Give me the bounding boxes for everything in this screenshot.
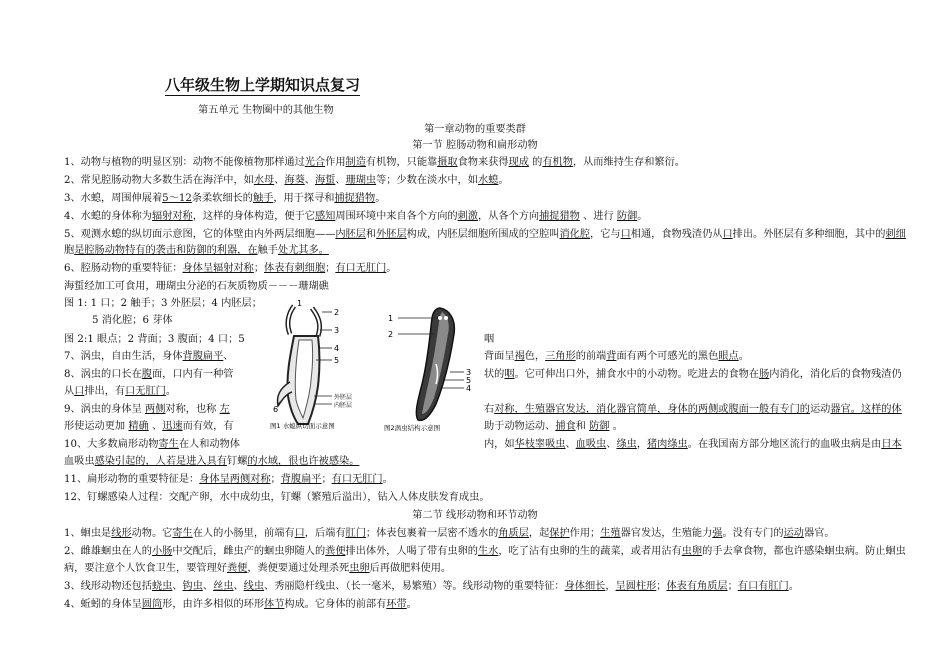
answer-blank: 现成 [508, 157, 529, 168]
line-text: 对称，也称 [165, 404, 220, 415]
answer-blank: 光合 [304, 157, 326, 168]
line-text: 、 [565, 439, 576, 450]
line-text: 运动 [810, 404, 831, 415]
line-text: 排出体外，人喝了带有虫卵的 [345, 546, 478, 557]
answer-blank: 口无肛门 [125, 386, 166, 397]
line-text: 11、扁形动物的重要特征是： [64, 474, 200, 485]
line-text: 。 [406, 599, 417, 610]
line-text: 等；少数在淡水中，如 [376, 175, 478, 186]
answer-blank: 丝虫 [213, 581, 234, 592]
line-text: 12、钉螺感染人过程：交配产卵，水中成幼虫，钉螺（繁殖后溢出），钻入人体皮肤发育成虫。 [64, 492, 490, 503]
line-text: 、 [606, 439, 617, 450]
planaria-eyespot [438, 316, 442, 320]
line-text: ，起 [528, 528, 550, 539]
answer-blank: 肠 [759, 369, 770, 380]
line-text: 中交配后，雌虫产的蛔虫卵随人的 [172, 546, 326, 557]
answer-blank: 背腹扁平 [182, 351, 224, 362]
line-text: 、 [335, 175, 346, 186]
line-text: 有机物，只能靠 [365, 157, 438, 168]
answer-blank: 水螅 [477, 175, 499, 186]
line-text: 。 [498, 175, 509, 186]
line-text: 。 [375, 193, 386, 204]
answer-blank: 圆筒 [141, 599, 163, 610]
text-line [64, 385, 176, 398]
answer-blank: 体表有角质层 [666, 581, 728, 592]
answer-blank: 有口无肛门 [335, 263, 387, 274]
answer-blank: 生水 [477, 546, 499, 557]
answer-blank: 粪便 [325, 546, 346, 557]
line-text: 的 [528, 157, 543, 168]
line-text: 、 [172, 581, 183, 592]
hydra-label: 外胚层 [334, 394, 353, 401]
text-line [484, 438, 902, 451]
answer-blank: 虫卵 [349, 563, 370, 574]
line-text: 而有效，有 [182, 421, 234, 432]
answer-blank: 咽 [504, 369, 515, 380]
text-line [64, 368, 233, 381]
line-text: ， [605, 581, 616, 592]
planaria-label: 1 [388, 314, 394, 323]
line-text: 海蜇经加工可食用，珊瑚虫分泌的石灰质物质－－－珊瑚礁 [64, 281, 329, 292]
line-text: 、 [233, 581, 244, 592]
section-heading-1: 第一节 腔肠动物和扁形动物 [412, 140, 538, 151]
line-text: ，这样的身体构造，便于它 [192, 211, 315, 222]
answer-blank: 是腔肠动物特有的袭击和防御的利器，在 [74, 245, 258, 256]
line-text: 5、观测水螅的纵切面示意图，它的体壁由内外两层细胞—— [64, 229, 336, 240]
line-text: ，粪便要通过处理杀死 [247, 563, 350, 574]
answer-blank: 有口有肛门 [737, 581, 789, 592]
line-text: 排出，有 [84, 386, 126, 397]
answer-blank: 身体细长 [564, 581, 606, 592]
answer-blank: 海蜇 [314, 175, 336, 186]
answer-blank: 触手 [252, 193, 274, 204]
line-text: 。 [165, 386, 177, 397]
planaria-caption: 图2涡虫结构示意图 [384, 424, 441, 432]
answer-blank: 内胚层 [335, 229, 366, 240]
line-text: 、 [274, 175, 285, 186]
answer-blank: 猪肉绦虫 [647, 439, 688, 450]
answer-blank: 的水域，很也许被感染。 [247, 456, 360, 467]
line-text: 和 [365, 229, 377, 240]
answer-blank: 眼点 [718, 351, 739, 362]
answer-blank: 左 [219, 404, 230, 415]
line-text: 的手去拿食物，都也许感染蛔虫病。防止蛔虫 [702, 546, 906, 557]
hydra-label: 内胚层 [334, 402, 353, 409]
line-text: 器官。 [803, 528, 835, 539]
answer-blank: 绦虫 [616, 439, 637, 450]
line-text: ； [656, 581, 667, 592]
section-heading-2: 第二节 线形动物和环节动物 [412, 510, 538, 521]
line-text: ； [321, 474, 332, 485]
answer-blank: 防御 [589, 421, 610, 432]
line-text: 内，如 [484, 439, 515, 450]
text-line [64, 491, 490, 504]
hydra-label: 3 [334, 326, 340, 335]
line-text: 1、动物与植物的明显区别：动物不能像植物那样通过 [64, 157, 305, 168]
answer-blank: 对称，生殖器官发达，消化器官简单，身体的两侧或腹面一般有专门的 [494, 404, 810, 415]
answer-blank: 口 [722, 229, 733, 240]
answer-blank: 辐射对称 [151, 211, 193, 222]
line-text: 、 [223, 351, 234, 362]
line-text: ，吃了沾有虫卵的生的蔬菜，或者用沾有 [498, 546, 682, 557]
line-text: 右 [484, 404, 495, 415]
line-text: ，从而维持生存和繁衍。 [572, 157, 685, 168]
text-line [64, 438, 240, 451]
answer-blank: 刺激 [457, 211, 478, 222]
page-title: 八年级生物上学期知识点复习 [165, 76, 361, 94]
line-text: 。 [382, 474, 393, 485]
line-text: 6、腔肠动物的重要特征： [64, 263, 183, 274]
hydra-label: 2 [334, 308, 340, 317]
line-text: 器官发达，生殖能力 [620, 528, 713, 539]
line-text: ； [325, 263, 336, 274]
planaria-label: 3 [466, 368, 472, 377]
line-text: 胞 [64, 245, 75, 256]
answer-blank: 虫卵 [681, 546, 703, 557]
hydra-caption: 图1 水螅纵切面示意图 [270, 422, 335, 430]
answer-blank: 强 [712, 528, 723, 539]
planaria-label: 5 [466, 376, 472, 385]
text-line [64, 545, 906, 558]
line-text: 9、涡虫的身体呈 [64, 404, 146, 415]
text-line [484, 420, 623, 433]
line-text: 1、蛔虫是 [64, 528, 112, 539]
line-text: 。它可伸出口外，捕食水中的小动物。吃进去的食物在 [514, 369, 760, 380]
line-text: 构成，内胚层细胞所围成的空腔叫 [406, 229, 560, 240]
answer-blank: 迅速 [162, 421, 183, 432]
answer-blank: 海葵 [284, 175, 305, 186]
line-text: 7、涡虫，自由生活，身体 [64, 351, 183, 362]
line-text: 、 [148, 421, 163, 432]
line-text: 状的 [484, 369, 505, 380]
answer-blank: 线形 [111, 528, 132, 539]
planaria-label: 4 [466, 384, 472, 393]
line-text: 4、水螅的身体称为 [64, 211, 152, 222]
text-line [64, 228, 906, 241]
text-line [64, 262, 396, 275]
answer-blank: 珊瑚虫 [345, 175, 377, 186]
line-text: 和 [575, 421, 590, 432]
answer-blank: 华枝睾吸虫 [514, 439, 566, 450]
answer-blank: 处尤其多。 [277, 245, 329, 256]
line-text: 的前端 [575, 351, 607, 362]
line-text: ；体表包裹着一层密不透水的 [365, 528, 499, 539]
answer-blank: 粪便 [227, 563, 248, 574]
chapter-heading: 第一章动物的重要类群 [424, 124, 526, 135]
line-text: 触手 [257, 245, 278, 256]
answer-blank: 角质层 [498, 528, 529, 539]
line-text: 形使运动更加 [64, 421, 129, 432]
line-text: 、秀丽隐杆线虫、（长一毫米，易繁殖）等。线形动物的重要特征： [264, 581, 565, 592]
line-text: 。 [637, 211, 648, 222]
answer-blank: 感知 [314, 211, 336, 222]
answer-blank: 捕捉猎物 [334, 193, 376, 204]
text-line [64, 420, 234, 433]
text-line [64, 350, 233, 363]
text-line [64, 455, 359, 468]
line-text: 。 [788, 581, 799, 592]
answer-blank: 体表有刺细胞 [264, 263, 326, 274]
answer-blank: 保护 [549, 528, 570, 539]
answer-blank: 褐 [514, 351, 525, 362]
line-text: 钉螺 [227, 456, 248, 467]
line-text: 4、蚯蚓的身体呈 [64, 599, 142, 610]
unit-heading: 第五单元 生物圈中的其他生物 [198, 105, 334, 116]
line-text: 构成。它身体的前部有 [284, 599, 387, 610]
text-line [484, 403, 902, 416]
answer-blank: 水母 [253, 175, 275, 186]
answer-blank: 背 [606, 351, 617, 362]
line-text: 内消化，消化后的食物残渣仍 [769, 369, 902, 380]
answer-blank: 身体呈辐射对称 [182, 263, 254, 274]
answer-blank: 三角形 [545, 351, 576, 362]
planaria-figure [384, 304, 476, 432]
text-line [484, 368, 902, 381]
line-text: ， [636, 439, 647, 450]
line-text: 排出。外胚层有多种细胞，其中的 [732, 229, 886, 240]
text-line [64, 580, 799, 593]
line-text: 相通，食物残渣仍从 [630, 229, 723, 240]
text-line [64, 403, 230, 416]
answer-blank: 寄生 [172, 528, 193, 539]
line-text: 、进行 [579, 211, 617, 222]
answer-blank: 防御 [616, 211, 638, 222]
line-text: 背面呈 [484, 351, 515, 362]
line-text: ，它与 [590, 229, 621, 240]
text-line [64, 192, 385, 205]
answer-blank: 刺细 [885, 229, 906, 240]
line-text: ； [727, 581, 738, 592]
line-text: 动物。它 [131, 528, 173, 539]
answer-blank: 感染引起的，人若是进入具有 [94, 456, 227, 467]
line-text: 3、线形动物还包括 [64, 581, 152, 592]
text-line [64, 527, 835, 540]
answer-blank: 体节 [264, 599, 285, 610]
line-text: 血吸虫 [64, 456, 95, 467]
answer-blank: 外胚层 [376, 229, 407, 240]
answer-blank: 消化腔 [559, 229, 591, 240]
text-line [64, 244, 329, 257]
answer-blank: 肛门 [345, 528, 366, 539]
line-text: 8、涡虫的口长在 [64, 369, 142, 380]
answer-blank: 腹 [141, 369, 152, 380]
line-text: 条柔软细长的 [191, 193, 253, 204]
line-text: 。 [386, 263, 397, 274]
line-text: 病，要注意个人饮食卫生，要管理好 [64, 563, 227, 574]
answer-blank: 口 [74, 386, 85, 397]
hydra-label: 5 [334, 356, 340, 365]
answer-blank: 口 [620, 229, 631, 240]
text-line [64, 156, 685, 169]
line-text: 面有两个可感光的黑色 [616, 351, 719, 362]
answer-blank: 有机物 [542, 157, 573, 168]
line-text: 形，由许多相似的环形 [162, 599, 265, 610]
answer-blank: 环带 [386, 599, 407, 610]
answer-blank: 精确 [128, 421, 149, 432]
line-text: 。 [609, 421, 623, 432]
text-line [64, 598, 417, 611]
answer-blank: 线虫 [243, 581, 265, 592]
answer-blank: 小肠 [151, 546, 173, 557]
line-text: 助于动物运动、 [484, 421, 556, 432]
line-text: 。在我国南方部分地区流行的血吸虫病是由 [687, 439, 882, 450]
line-text: 在人的小肠里，前端有 [192, 528, 295, 539]
answer-blank: 寄生 [158, 439, 179, 450]
line-text: 、 [202, 581, 214, 592]
line-text: ，后端有 [304, 528, 346, 539]
hydra-label: 1 [297, 299, 303, 308]
line-text: 。没有专门的 [722, 528, 784, 539]
line-text: 作用； [569, 528, 601, 539]
line-text: ； [253, 263, 265, 274]
figure-legend: 5 消化腔；6 芽体 [92, 315, 173, 326]
planaria-eyespot [444, 316, 448, 320]
planaria-label: 2 [388, 330, 394, 339]
line-text: 、 [304, 175, 315, 186]
line-text: 后再做肥料使用。 [369, 563, 452, 574]
figure-legend: 图 1: 1 口；2 触手；3 外胚层；4 内胚层； [64, 298, 262, 309]
line-text: 面，口内有一种管 [151, 369, 234, 380]
figure-legend: 咽 [484, 334, 495, 345]
answer-blank: 器官。这样的体 [830, 404, 902, 415]
line-text: 从 [64, 386, 75, 397]
line-text: 周围环境中来自各个方向的 [335, 211, 458, 222]
answer-blank: 钩虫 [182, 581, 203, 592]
line-text: 色， [524, 351, 546, 362]
answer-blank: 身体呈两侧对称 [199, 474, 271, 485]
line-text: 食物来获得 [457, 157, 509, 168]
line-text: 在人和动物体 [178, 439, 240, 450]
answer-blank: 5～12 [162, 193, 192, 204]
line-text: 10、大多数扁形动物 [64, 439, 159, 450]
answer-blank: 制造 [345, 157, 366, 168]
line-text: 2、常见腔肠动物大多数生活在海洋中，如 [64, 175, 254, 186]
answer-blank: 两侧 [145, 404, 166, 415]
answer-blank: 运动 [783, 528, 804, 539]
text-line [64, 210, 647, 223]
answer-blank: 蛲虫 [151, 581, 173, 592]
line-text: ，用于探寻和 [273, 193, 335, 204]
line-text: ； [270, 474, 281, 485]
answer-blank: 日本 [881, 439, 902, 450]
line-text: 2、雌雄蛔虫在人的 [64, 546, 152, 557]
answer-blank: 背腹扁平 [280, 474, 322, 485]
answer-blank: 有口无肛门 [331, 474, 383, 485]
text-line [484, 350, 749, 363]
text-line [64, 473, 393, 486]
line-text: ，从各个方向 [477, 211, 540, 222]
line-text: 。 [738, 351, 749, 362]
hydra-label: 4 [334, 344, 340, 353]
text-line [64, 280, 329, 293]
answer-blank: 生殖 [600, 528, 621, 539]
figure-legend: 图 2:1 眼点；2 背面；3 腹面；4 口；5 [64, 334, 245, 345]
answer-blank: 口 [294, 528, 305, 539]
line-text: 3、水螅，周围伸展着 [64, 193, 163, 204]
answer-blank: 捕捉猎物 [539, 211, 580, 222]
answer-blank: 捕食 [555, 421, 576, 432]
answer-blank: 血吸虫 [575, 439, 607, 450]
text-line [64, 562, 451, 575]
text-line [64, 174, 509, 187]
hydra-label: 6 [273, 405, 279, 414]
hydra-figure [264, 296, 364, 432]
answer-blank: 呈圆柱形 [615, 581, 657, 592]
line-text: 作用 [325, 157, 346, 168]
answer-blank: 摄取 [437, 157, 458, 168]
